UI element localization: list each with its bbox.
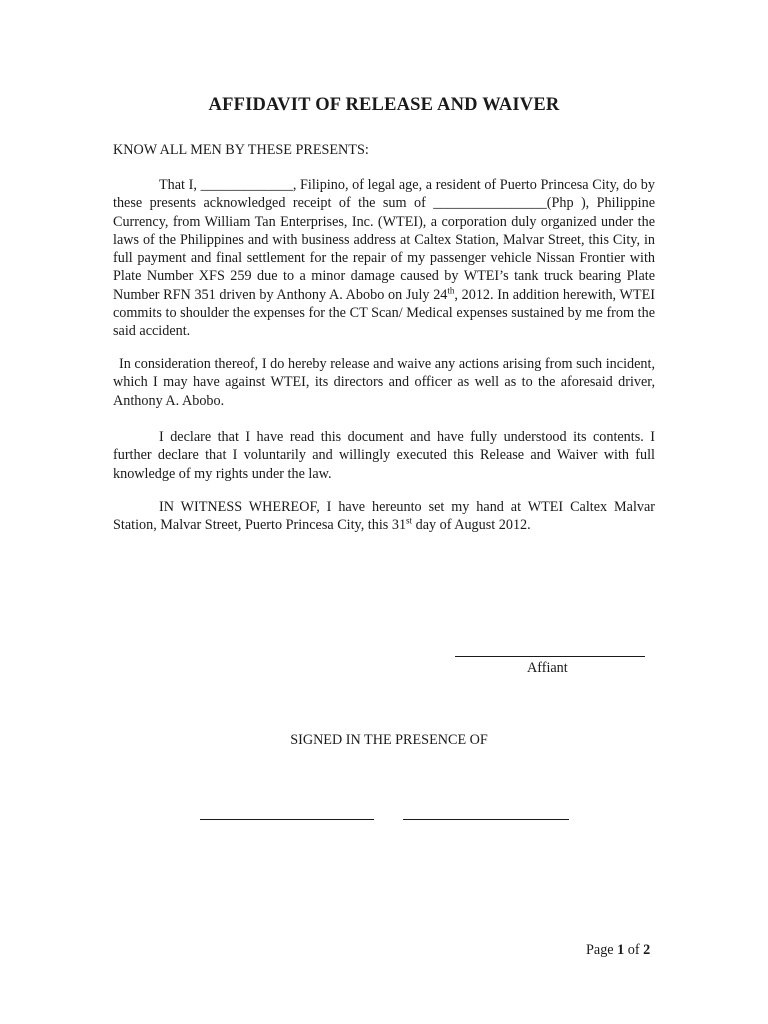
witness-signature-line-2 <box>403 819 569 820</box>
paragraph-acknowledgment <box>113 176 655 341</box>
page-of: of <box>624 942 644 958</box>
witness-signature-line-1 <box>200 819 374 820</box>
paragraph-declaration <box>113 428 655 483</box>
paragraph-1-text-a: That I, _____________, Filipino, of legal age, a resident of Puerto Princesa City, do by these presents acknowledged receipt of the sum of ________________(Php ), Philippine Currency, from William Tan Enterprises, Inc. (WTEI), a corporation duly organized under the laws of the Philippines and with business address at Caltex Station, Malvar Street, this City, in full payment and final settlement for the repair of my passenger vehicle Nissan Frontier with Plate Number XFS 259 due to a minor damage caused by WTEI’s tank truck bearing Plate Number RFN 351 driven by Anthony A. Abobo on July 24 <box>113 177 655 303</box>
page-total: 2 <box>643 942 651 958</box>
paragraph-3-text: I declare that I have read this document and have fully understood its contents. I further declare that I voluntarily and willingly executed this Release and Waiver with full knowledge of my rights under the law. <box>113 429 655 482</box>
paragraph-4-text-b: day of August 2012. <box>412 517 531 534</box>
opening-line: KNOW ALL MEN BY THESE PRESENTS: <box>113 142 369 158</box>
paragraph-witness <box>113 498 655 535</box>
ordinal-suffix: st <box>406 515 413 526</box>
presence-heading: SIGNED IN THE PRESENCE OF <box>290 732 488 748</box>
page-prefix: Page <box>586 942 618 958</box>
document-title: AFFIDAVIT OF RELEASE AND WAIVER <box>208 95 560 115</box>
affiant-signature-line <box>455 656 645 657</box>
page-number <box>586 942 650 959</box>
paragraph-1-text-b: , 2012. In addition herewith, WTEI commits to shoulder the expenses for the CT Scan/ Medical expenses sustained by me from the said accident. <box>113 286 655 340</box>
page-current: 1 <box>617 942 625 958</box>
ordinal-suffix: th <box>447 285 455 296</box>
paragraph-2-text: In consideration thereof, I do hereby release and waive any actions arising from such incident, which I may have against WTEI, its directors and officer as well as to the aforesaid driver, Anthony A. Abobo. <box>113 356 655 409</box>
affiant-label: Affiant <box>527 660 568 676</box>
paragraph-release <box>113 355 655 410</box>
paragraph-4-text-a: IN WITNESS WHEREOF, I have hereunto set my hand at WTEI Caltex Malvar Station, Malvar Street, Puerto Princesa City, this 31 <box>113 499 655 534</box>
